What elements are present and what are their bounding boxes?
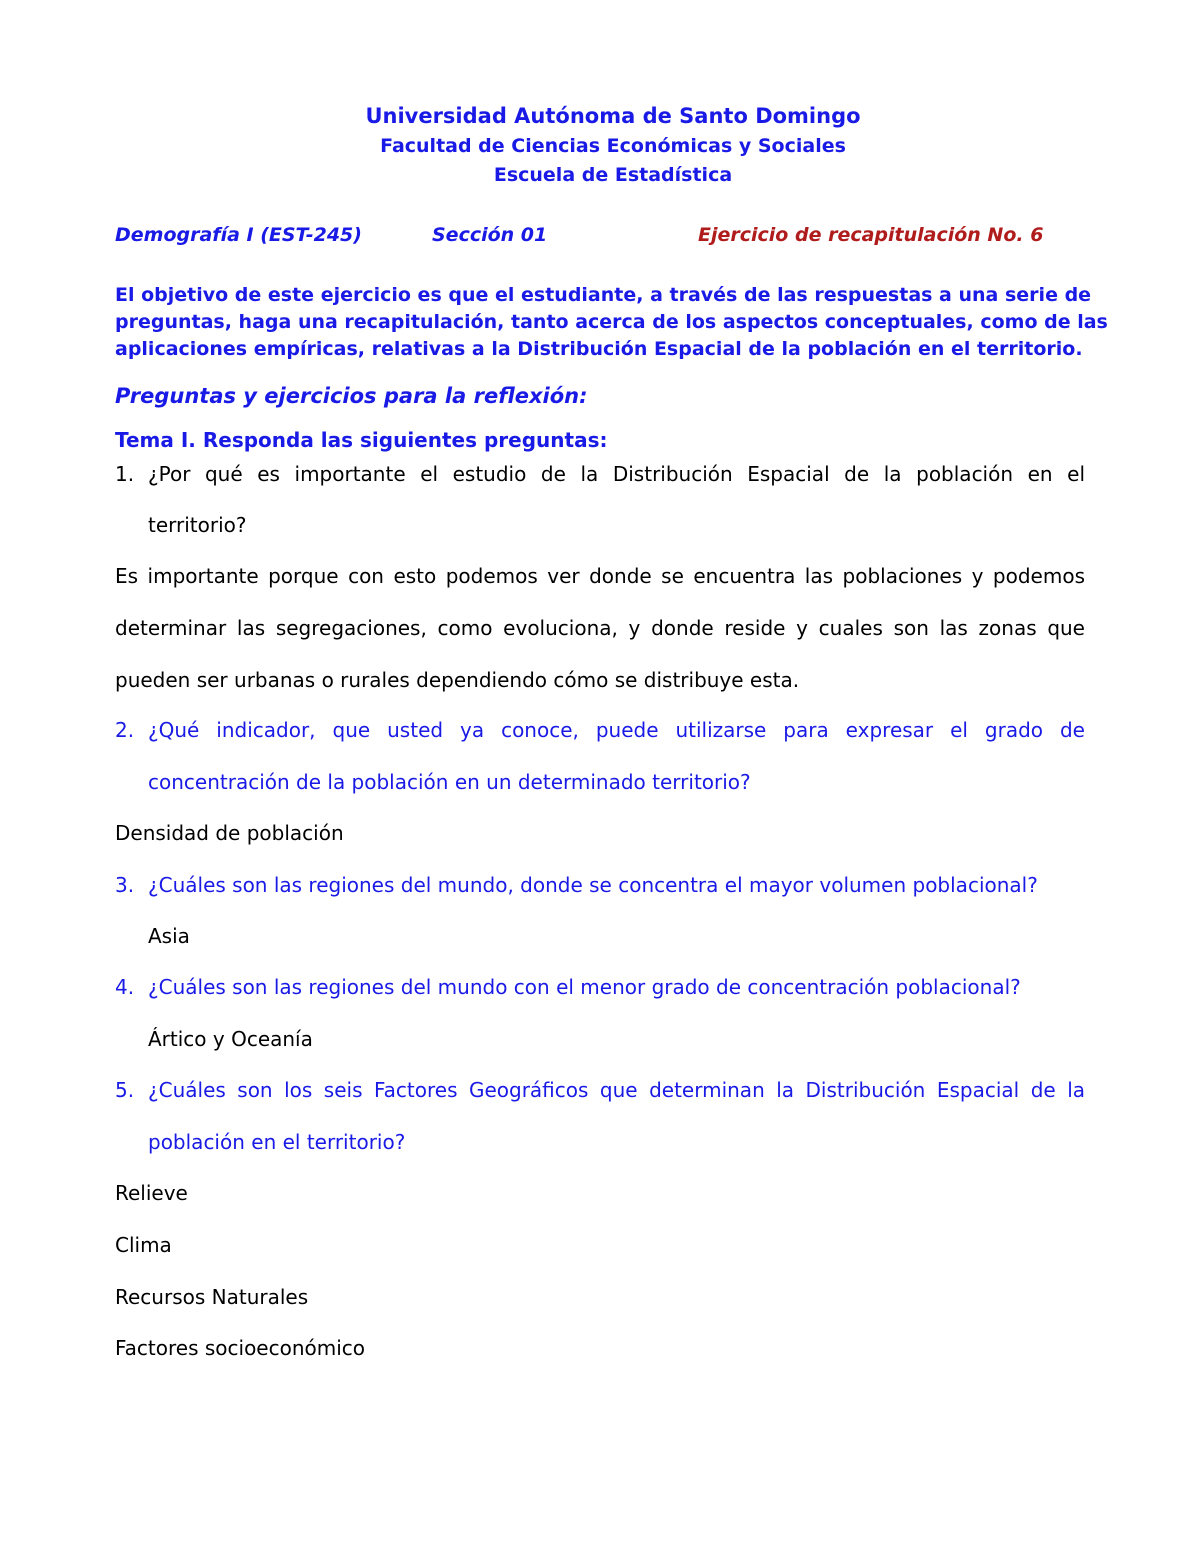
question-text: concentración de la población en un determinado territorio? — [148, 770, 751, 794]
objective-paragraph — [115, 282, 1108, 363]
question-text: ¿Qué indicador, que usted ya conoce, puede utilizarse para expresar el grado de — [148, 718, 1085, 742]
objective-line: preguntas, haga una recapitulación, tanto acerca de los aspectos conceptuales, como de las — [115, 311, 1108, 333]
question-number: 5. — [115, 1078, 135, 1102]
answer-text: Ártico y Oceanía — [148, 1027, 313, 1051]
faculty-title: Facultad de Ciencias Económicas y Sociales — [380, 135, 846, 157]
question-number: 1. — [115, 462, 135, 486]
course-section: Sección 01 — [432, 224, 548, 246]
answer-text: Relieve — [115, 1181, 188, 1205]
question-text: territorio? — [148, 513, 247, 537]
question-text: población en el territorio? — [148, 1130, 406, 1154]
answer-text: Asia — [148, 924, 190, 948]
university-title: Universidad Autónoma de Santo Domingo — [365, 104, 861, 128]
question-number: 2. — [115, 718, 135, 742]
question-text: ¿Cuáles son los seis Factores Geográficos que determinan la Distribución Espacial de la — [148, 1078, 1085, 1102]
answer-text: Es importante porque con esto podemos ver donde se encuentra las poblaciones y podemos — [115, 564, 1085, 588]
objective-line: El objetivo de este ejercicio es que el estudiante, a través de las respuestas a una serie de — [115, 284, 1092, 306]
question-number: 4. — [115, 975, 135, 999]
answer-text: Recursos Naturales — [115, 1285, 309, 1309]
question-text: ¿Cuáles son las regiones del mundo con el menor grado de concentración poblacional? — [148, 975, 1021, 999]
school-title: Escuela de Estadística — [493, 164, 733, 186]
question-text: ¿Por qué es importante el estudio de la Distribución Espacial de la población en el — [148, 462, 1085, 486]
answer-text: Densidad de población — [115, 821, 344, 845]
answer-text: pueden ser urbanas o rurales dependiendo cómo se distribuye esta. — [115, 668, 800, 692]
question-number: 3. — [115, 873, 135, 897]
exercise-title: Ejercicio de recapitulación No. 6 — [698, 224, 1044, 246]
answer-text: Clima — [115, 1233, 172, 1257]
answer-text: determinar las segregaciones, como evoluciona, y donde reside y cuales son las zonas que — [115, 616, 1085, 640]
course-subject: Demografía I (EST-245) — [115, 224, 362, 246]
answer-text: Factores socioeconómico — [115, 1336, 366, 1360]
section-title: Preguntas y ejercicios para la reflexión: — [115, 384, 588, 408]
tema-heading: Tema I. Responda las siguientes preguntas: — [115, 428, 608, 452]
objective-line: aplicaciones empíricas, relativas a la Distribución Espacial de la población en el territorio. — [115, 338, 1083, 360]
question-text: ¿Cuáles son las regiones del mundo, donde se concentra el mayor volumen poblacional? — [148, 873, 1038, 897]
